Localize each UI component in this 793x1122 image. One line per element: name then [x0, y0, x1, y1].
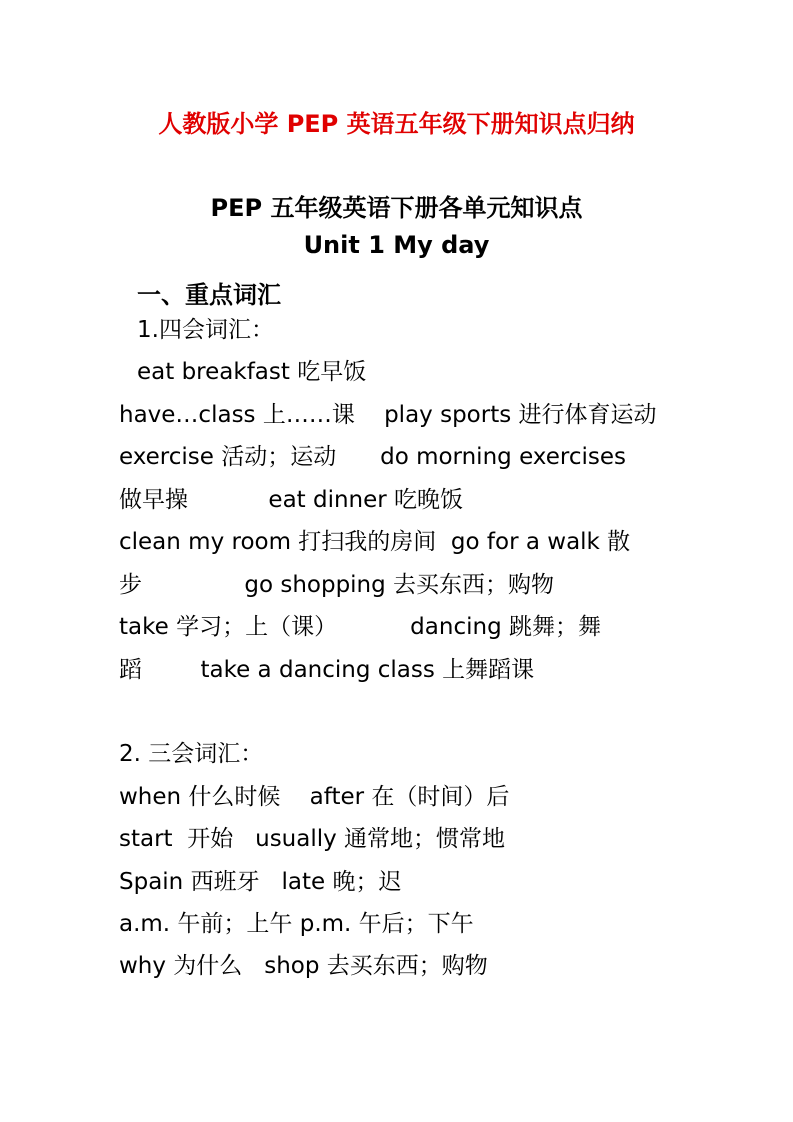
vocab-line: when 什么时候 after 在（时间）后 — [119, 784, 510, 810]
vocab-line: 做早操 eat dinner 吃晚饭 — [119, 487, 464, 513]
vocab-line: exercise 活动；运动 do morning exercises — [119, 444, 626, 470]
document-title: 人教版小学 PEP 英语五年级下册知识点归纳 — [158, 110, 635, 138]
section-heading: 一、重点词汇 — [137, 281, 281, 309]
vocab-line: take 学习；上（课） dancing 跳舞；舞 — [119, 614, 601, 640]
three-skill-heading: 2. 三会词汇： — [119, 741, 264, 767]
vocab-line: 蹈 take a dancing class 上舞蹈课 — [119, 657, 535, 683]
vocab-line: start 开始 usually 通常地；惯常地 — [119, 826, 506, 852]
vocab-line: Spain 西班牙 late 晚；迟 — [119, 869, 402, 895]
vocab-line: clean my room 打扫我的房间 go for a walk 散 — [119, 529, 631, 555]
vocab-line: eat breakfast 吃早饭 — [137, 359, 367, 385]
unit-heading: Unit 1 My day — [303, 231, 490, 259]
four-skill-heading: 1.四会词汇： — [137, 317, 274, 343]
vocab-line: a.m. 午前；上午 p.m. 午后；下午 — [119, 911, 474, 937]
vocab-line: have…class 上……课 play sports 进行体育运动 — [119, 402, 657, 428]
vocab-line: why 为什么 shop 去买东西；购物 — [119, 953, 488, 979]
document-subtitle: PEP 五年级英语下册各单元知识点 — [210, 194, 583, 222]
vocab-line: 步 go shopping 去买东西；购物 — [119, 572, 555, 598]
